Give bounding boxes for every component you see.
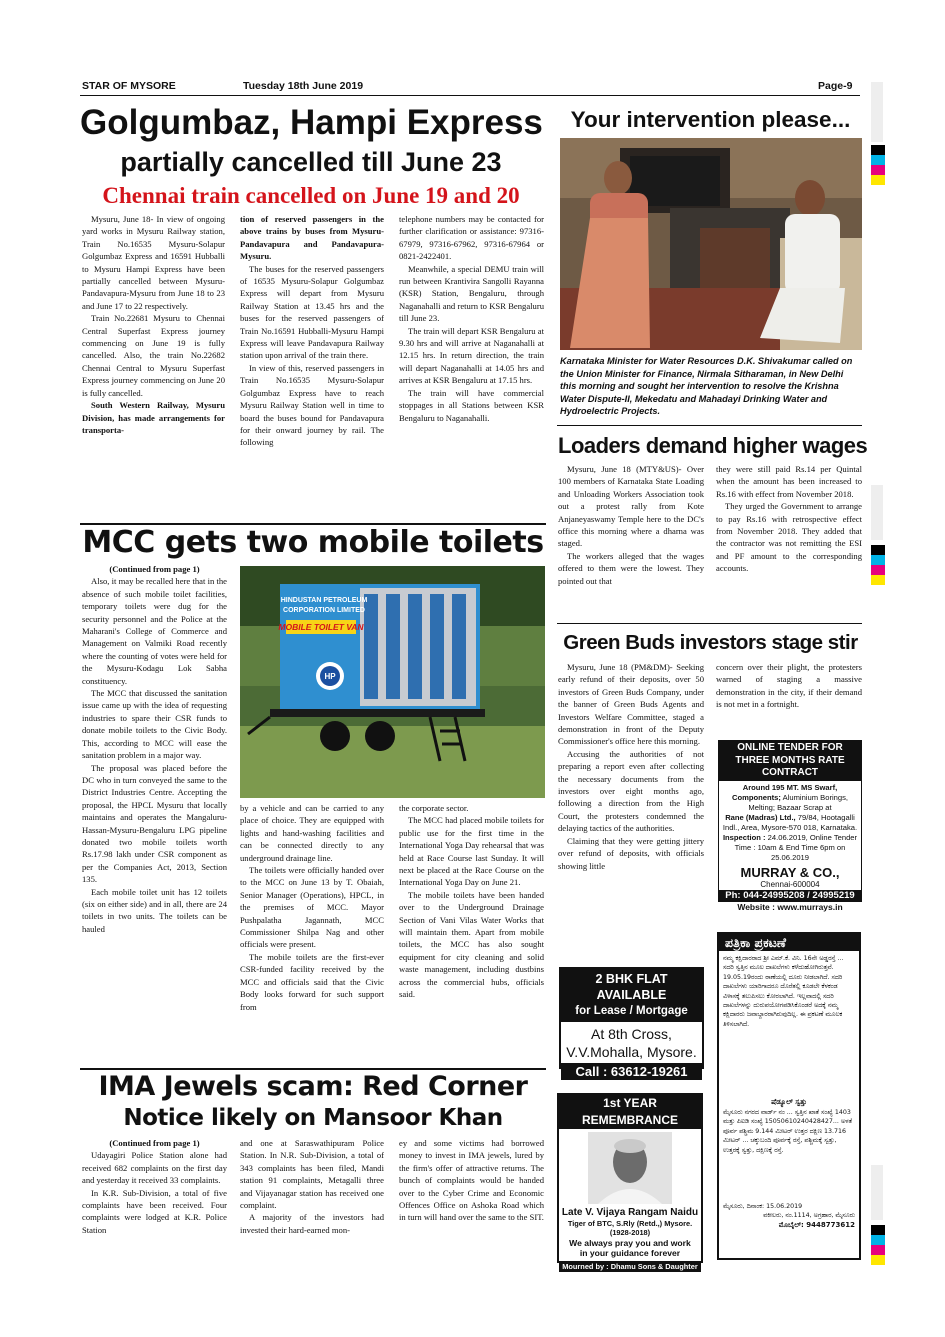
tender-line: Time : 10am & End Time 6pm on 25.06.2019 <box>734 842 846 862</box>
kannada-schedule-body: ಮೈಸೂರು ನಗರದ ವಾರ್ಡ್ ನಂ ... ಸ್ವತ್ತಿನ ಖಾತೆ ಸಂಖ್ಯೆ 1403 ಮತ್ತು ಪಿಐಡಿ ಸಂಖ್ಯೆ 15050610240428427... ಅಳತೆ ಪೂರ್ವ ಪಶ್ಚಿಮ 9.144 ಮೀಟರ್ ಉತ್ತರ ದಕ್ಷಿಣ 13.716 ಮೀಟರ್ ... ಚಕ್ಕುಬಂದಿ ಪೂರ್ವಕ್ಕೆ ರಸ್ತೆ, ಪಶ್ಚಿಮಕ್ಕೆ ಸ್ವತ್ತು, ಉತ್ತರಕ್ಕೆ ಸ್ವತ್ತು, ದಕ್ಷಿಣಕ್ಕೆ ರಸ್ತೆ. <box>723 1109 853 1154</box>
tender-advertisement <box>718 740 862 912</box>
remembrance-name: Late V. Vijaya Rangam Naidu <box>561 1207 699 1218</box>
page-number: Page-9 <box>818 80 853 92</box>
tender-title: ONLINE TENDER FOR THREE MONTHS RATE CONTRACT <box>719 741 861 781</box>
margin-strip <box>871 82 883 142</box>
tender-line: Rane (Madras) Ltd., <box>725 812 796 822</box>
tender-line: Around 195 MT. MS Swarf, <box>742 782 838 792</box>
van-text: MOBILE TOILET VAN <box>278 622 364 632</box>
greenbuds-column-1: Mysuru, June 18 (PM&DM)- Seeking early refund of their deposits, over 50 investors of Green Buds Company, under the banner of Green Buds Agents and Investors Welfare Committee, staged a demonstration in front of the Deputy Commissioner's office here this morning. Accusing the authorities of not preparing a report even after collecting the necessary documents from the investors over eight months ago, following a direction from the High Court, the protesters condemned the delaying tactics of the authorities. Claiming that they were getting jittery over refund of deposits, with officials showing little <box>558 662 704 871</box>
issue-date: Tuesday 18th June 2019 <box>243 80 364 92</box>
tender-line: 24.06.2019, Online Tender <box>765 832 858 842</box>
golgumbaz-headline: Golgumbaz, Hampi Express <box>80 103 543 142</box>
remembrance-mourned: Mourned by : Dhamu Sons & Daughter <box>559 1261 701 1272</box>
registration-marks-bottom <box>871 1225 885 1265</box>
golgumbaz-column-3: telephone numbers may be contacted for further clarification or assistance: 97316-67979, 97316-67962, 97316-67964 or 0821-2422401. Meanwhile, a special DEMU train will run between Krantivira Sangolli Rayanna (KSR) Station, Bengaluru, through Naganahalli and return to KSR Bengaluru till June 23. The train will depart KSR Bengaluru at 9.30 hrs and will arrive at Naganahalli at 12.15 hrs. In return direction, the train will depart Naganahalli at 14.05 hrs and arrives at KSR Bengaluru at 17.15 hrs. The train will have commercial stoppages in all Stations between KSR Bengaluru to Naganahalli. <box>399 214 544 423</box>
tender-line: Inspection : <box>722 832 766 842</box>
mcc-headline: MCC gets two mobile toilets <box>82 525 544 560</box>
tender-phone: Ph: 044-24995208 / 24995219 <box>719 890 861 902</box>
greenbuds-column-2: concern over their plight, the protesters warned of staging a massive demonstration in the city, if their demand is not met in a fortnight. <box>716 662 862 710</box>
portrait-photo <box>588 1132 672 1204</box>
tender-city: Chennai-600004 <box>760 879 820 889</box>
kannada-public-notice <box>717 932 861 1260</box>
flat-advertisement <box>559 967 704 1079</box>
ima-column-3: ey and some victims had borrowed money to invest in IMA jewels, lured by the firm's offer of attractive returns. The bunch of complaints would be handed over to the Cyber Crime and Economic Offences Office on Ashoka Road which in turn will hand over the same to the SIT. <box>399 1138 544 1223</box>
remembrance-title: 1st YEAR REMEMBRANCE <box>559 1095 701 1129</box>
ima-column-1: (Continued from page 1) Udayagiri Police Station alone had received 682 complaints on the first day and yesterday it received 33 complaints. In K.R. Sub-Division, a total of five complaints have been received. Four complaints were lodged at K.R. Police Station <box>82 1138 227 1235</box>
tender-line: Components; <box>731 792 781 802</box>
kannada-notice-signature: ವಕೀಲರು, ನಂ.1114, ಅಗ್ರಹಾರ, ಮೈಸೂರು <box>763 1212 855 1219</box>
intervention-headline: Your intervention please... <box>570 107 851 132</box>
mcc-column-1: (Continued from page 1) Also, it may be recalled here that in the absence of such mobile toilet facilities, temporary toilets were dug for the security personnel and the Police at the Maharani's College of Commerce and Management on Valmiki Road recently where the counting of votes were held for the Mysuru-Kodagu Lok Sabha constituency. The MCC that discussed the sanitation issue came up with the idea of requesting industries to spare their CSR funds to donate mobile toilets to the Civic Body. This, according to MCC will ease the sanitation problem in a major way. The proposal was placed before the DC who in turn conveyed the same to the District Industries Centre. Accepting the proposal, the HPCL Mysuru that locally maintains and operates the Mangaluru-Hassan-Mysuru-Bengaluru LPG pipeline donated two mobile toilets worth Rs.17.98 lakh under CSR component as per the Companies Act, 2013, Section 135. Each mobile toilet unit has 12 toilets (six on either side) and in all, there are 24 toilets in two units. The toilets can be hauled <box>82 564 227 934</box>
kannada-notice-body: ನಮ್ಮ ಕಕ್ಷಿದಾರರಾದ ಶ್ರೀ ಎಮ್.ಕೆ. ವಿನಿ. 16ನೇ ಅಡ್ಡರಸ್ತೆ ... ಸದರಿ ಸ್ವತ್ತಿನ ಮೂಲ ದಾಖಲೆಗಳು ಕಳೆದುಹೋಗಿರುತ್ತವೆ. 19.05.19ರಂದು ಠಾಣೆಯಲ್ಲಿ ದೂರು ನೀಡಲಾಗಿದೆ. ಸದರಿ ದಾಖಲೆಗಳು ಯಾರಿಗಾದರೂ ದೊರೆತಲ್ಲಿ ಕೂಡಲೇ ಕೆಳಕಂಡ ವಿಳಾಸಕ್ಕೆ ತಲುಪಿಸಲು ಕೋರಲಾಗಿದೆ. ಇಲ್ಲವಾದಲ್ಲಿ ಸದರಿ ದಾಖಲೆಗಳನ್ನು ದುರುಪಯೋಗಪಡಿಸಿಕೊಂಡರೆ ಅದಕ್ಕೆ ನಮ್ಮ ಕಕ್ಷಿದಾರರು ಜವಾಬ್ದಾರರಾಗಿರುವುದಿಲ್ಲ. ಈ ಪ್ರಕಟಣೆ ಮೂಲಕ ತಿಳಿಸಲಾಗಿದೆ. <box>723 955 844 1028</box>
remembrance-message-2: in your guidance forever <box>579 1248 681 1258</box>
remembrance-advertisement <box>557 1093 703 1271</box>
hp-logo: HP <box>324 672 336 681</box>
van-text: CORPORATION LIMITED <box>283 607 365 614</box>
tender-company: MURRAY & CO., <box>740 864 840 880</box>
mcc-column-2: by a vehicle and can be carried to any place of choice. They are equipped with lights and hand-washing facilities and can be connected directly to any underground drainage line. The toilets were officially handed over to the MCC on June 13 by T. Obaiah, Senior Manager (Operations), HPCL, in the premises of MCC. Mayor Pushpalatha Jagannath, MCC Commissioner Shilpa Nag and other officials were present. The mobile toilets are the first-ever CSR-funded facility received by the MCC and officials said that the Civic Body looks forward for such support from <box>240 803 384 1012</box>
chennai-subhead: Chennai train cancelled on June 19 and 20 <box>102 183 520 208</box>
loaders-column-1: Mysuru, June 18 (MTY&US)- Over 100 members of Karnataka State Loading and Unloading Workers Association took out a protest rally from Kote Anjaneyaswamy Temple here to the DC's office this morning where a dharna was staged. The workers alleged that the wages offered to them were the lowest. They pointed out that <box>558 464 704 586</box>
mobile-toilet-van-photo <box>240 566 545 798</box>
remembrance-subtitle: Tiger of BTC, S.Rly (Retd.,) Mysore. <box>567 1219 693 1228</box>
divider <box>557 623 862 624</box>
flat-address: At 8th Cross, <box>591 1026 672 1042</box>
mcc-column-3: the corporate sector. The MCC had placed mobile toilets for public use for the first time in the International Yoga Day rehearsal that was held at Race Course last Sunday. It will next be placed at the Race Course on the International Yoga Day on June 21. The mobile toilets have been handed over to the Underground Drainage Section of Vani Vilas Water Works that will maintain them. Apart from mobile toilets, the MCC has also sought equipment for city cleaning and solid waste management, including dustbins across the commercial hubs, officials said. <box>399 803 544 1000</box>
margin-strip <box>871 485 883 540</box>
intervention-caption: Karnataka Minister for Water Resources D.K. Shivakumar called on the Union Minister for Finance, Nirmala Sitharaman, in New Delhi this morning and sought her intervention to resolve the Krishna Water Dispute-II, Mekedatu and Mahadayi Drinking Water and Hydroelectric Projects. <box>560 356 853 417</box>
golgumbaz-headline-line2: partially cancelled till June 23 <box>120 147 502 177</box>
ima-column-2: and one at Saraswathipuram Police Station. In N.R. Sub-Division, a total of 343 complaints has been filed, Mandi station 91 complaints, Metagalli three and Vijayanagar station has received one complaint. A majority of the investors had invested their hard-earned mon- <box>240 1138 384 1235</box>
greenbuds-headline: Green Buds investors stage stir <box>563 631 858 654</box>
loaders-headline: Loaders demand higher wages <box>558 433 868 458</box>
remembrance-message: We always pray you and work <box>569 1238 691 1248</box>
kannada-schedule-title: ಷೆಡ್ಯೂಲ್ ಸ್ವತ್ತು <box>771 1098 807 1106</box>
flat-title: 2 BHK FLAT AVAILABLE <box>561 969 702 1003</box>
margin-strip <box>871 1165 883 1220</box>
golgumbaz-column-1: Mysuru, June 18- In view of ongoing yard works in Mysuru Railway station, Train No.16535 Mysuru-Solapur Golgumbaz Express and 16591 Hubballi to Mysuru Hampi Express have been partially cancelled between Mysuru-Pandavapura-Mysuru from June 18 to 23 and June 17 to 22 respectively. Train No.22681 Mysuru to Chennai Central Superfast Express journey commencing on June 19 is fully cancelled. Also, the train No.22682 Chennai Central to Mysuru Superfast Express journey commencing on June 20 is fully cancelled. South Western Railway, Mysuru Division, has made arrangements for transporta- <box>82 214 225 435</box>
paper-name: STAR OF MYSORE <box>82 80 176 92</box>
minister-meeting-photo <box>560 138 862 350</box>
masthead-rule <box>80 95 860 96</box>
tender-website: Website : www.murrays.in <box>737 901 843 912</box>
ima-headline: IMA Jewels scam: Red Corner <box>98 1071 528 1102</box>
tender-line: 79/84, Hootagalli Indl., Area, Mysore-570 018, Karnataka. <box>722 812 858 832</box>
kannada-notice-title: ಪತ್ರಿಕಾ ಪ್ರಕಟಣೆ <box>719 934 859 951</box>
loaders-column-2: they were still paid Rs.14 per Quintal when the amount has been increased to Rs.16 with effect from November 2018. They urged the Government to arrange to pay Rs.16 with retrospective effect from November 2018. They added that the contractor was not remitting the ESI and PF amount to the corresponding accounts. <box>716 464 862 574</box>
flat-subtitle: for Lease / Mortgage <box>561 1003 702 1022</box>
remembrance-years: (1928-2018) <box>609 1228 651 1237</box>
flat-phone: Call : 63612-19261 <box>561 1063 702 1080</box>
registration-marks-top <box>871 145 885 185</box>
tender-line: Aluminium Borings, Melting; Bazaar Scrap at <box>748 792 849 812</box>
registration-marks-mid <box>871 545 885 585</box>
kannada-notice-place: ಮೈಸೂರು, ದಿನಾಂಕ: 15.06.2019 <box>723 1203 803 1210</box>
ima-headline-line2: Notice likely on Mansoor Khan <box>123 1105 503 1131</box>
van-text: HINDUSTAN PETROLEUM <box>280 597 368 604</box>
kannada-notice-phone: ಮೊಬೈಲ್: 9448773612 <box>778 1221 855 1229</box>
golgumbaz-column-2: tion of reserved passengers in the above trains by buses from Mysuru-Pandavapura and Pandavapura-Mysuru. The buses for the reserved passengers of 16535 Mysuru-Solapur Golgumbaz Express will depart from Mysuru Railway Station at 13.45 hrs and the buses for the reserved passengers of Train No.16591 Hubballi-Mysuru Hampi Express will leave Pandavapura Railway station upon arrival of the train there. In view of this, reserved passengers in Train No.16535 Mysuru-Solapur Golgumbaz Express have to reach Mysuru Railway Station well in time to board the buses bound for Pandavapura for their onward journey by rail. The following <box>240 214 384 448</box>
flat-address-2: V.V.Mohalla, Mysore. <box>566 1044 697 1060</box>
divider <box>557 425 862 426</box>
